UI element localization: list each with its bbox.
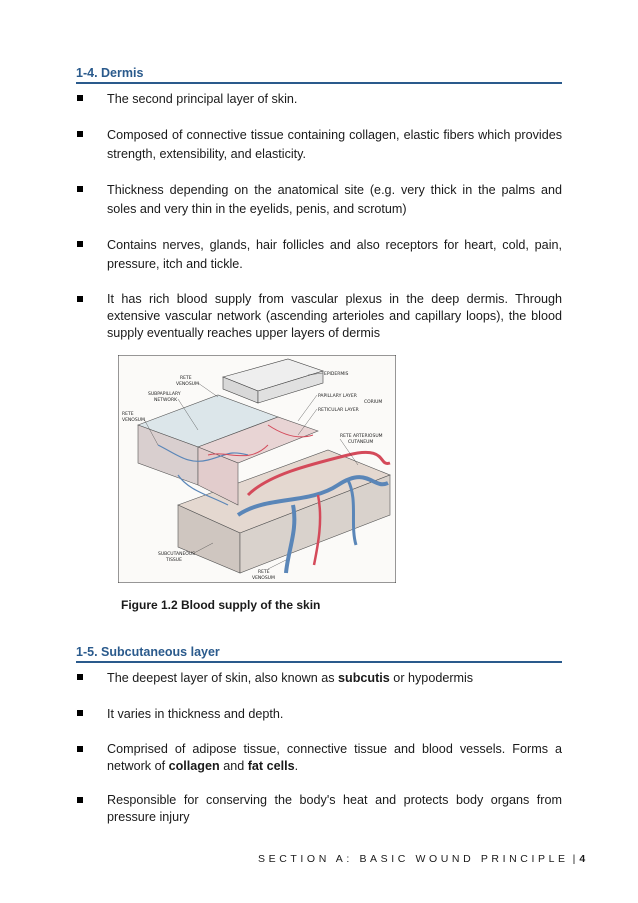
label-subcutaneous: SUBCUTANEOUS bbox=[158, 552, 195, 557]
bullet-square-icon bbox=[77, 186, 83, 192]
list-item: Responsible for conserving the body's heat and protects body organs from pressure injury bbox=[76, 792, 562, 826]
bullet-square-icon bbox=[77, 797, 83, 803]
bullet-square-icon bbox=[77, 674, 83, 680]
label-corium: CORIUM bbox=[364, 400, 383, 405]
section-heading-dermis: 1-4. Dermis bbox=[76, 66, 562, 84]
label-venosum-top: VENOSUM bbox=[176, 382, 199, 387]
label-reticular-layer: RETICULAR LAYER bbox=[318, 408, 359, 413]
skin-blood-supply-figure bbox=[118, 355, 396, 583]
bullet-square-icon bbox=[77, 746, 83, 752]
list-item: It has rich blood supply from vascular plexus in the deep dermis. Through extensive vascular network (ascending arterioles and capillary loops), the blood supply eventually reaches upper layers of dermis bbox=[76, 291, 562, 342]
page-footer bbox=[258, 853, 585, 865]
label-venosum-left: VENOSUM bbox=[122, 418, 145, 423]
label-papillary-layer: PAPILLARY LAYER bbox=[318, 394, 357, 399]
list-item: Contains nerves, glands, hair follicles and also receptors for heart, cold, pain, pressure, itch and tickle. bbox=[76, 236, 562, 274]
bullet-square-icon bbox=[77, 131, 83, 137]
list-item: Composed of connective tissue containing collagen, elastic fibers which provides strength, extensibility, and elasticity. bbox=[76, 126, 562, 164]
list-item: Comprised of adipose tissue, connective tissue and blood vessels. Forms a network of collagen and fat cells. bbox=[76, 741, 562, 775]
list-item: The second principal layer of skin. bbox=[76, 90, 562, 109]
label-rete-bottom: RETE bbox=[258, 570, 270, 575]
label-epidermis: EPIDERMIS bbox=[324, 372, 349, 377]
footer-section-label: SECTION A: BASIC WOUND PRINCIPLE bbox=[258, 853, 569, 865]
subcutaneous-bullet-list bbox=[76, 669, 562, 843]
list-item: The deepest layer of skin, also known as subcutis or hypodermis bbox=[76, 669, 562, 688]
label-rete-arteriosum: RETE ARTERIOSUM bbox=[340, 434, 383, 439]
dermis-bullet-list bbox=[76, 90, 562, 359]
label-tissue: TISSUE bbox=[166, 558, 182, 563]
bullet-square-icon bbox=[77, 95, 83, 101]
label-network: NETWORK bbox=[154, 398, 178, 403]
label-rete-left: RETE bbox=[122, 412, 134, 417]
bullet-square-icon bbox=[77, 710, 83, 716]
section-heading-subcutaneous: 1-5. Subcutaneous layer bbox=[76, 645, 562, 663]
figure-caption: Figure 1.2 Blood supply of the skin bbox=[121, 598, 321, 612]
bullet-square-icon bbox=[77, 241, 83, 247]
bullet-square-icon bbox=[77, 296, 83, 302]
label-venosum-bottom: VENOSUM bbox=[252, 576, 275, 581]
page-number: 4 bbox=[579, 853, 586, 865]
list-item: Thickness depending on the anatomical site (e.g. very thick in the palms and soles and very thin in the eyelids, penis, and scrotum) bbox=[76, 181, 562, 219]
list-item: It varies in thickness and depth. bbox=[76, 705, 562, 724]
label-rete-top: RETE bbox=[180, 376, 192, 381]
label-subpapillary: SUBPAPILLARY bbox=[148, 392, 181, 397]
label-cutaneum: CUTANEUM bbox=[348, 440, 374, 445]
footer-divider: | bbox=[572, 853, 576, 865]
